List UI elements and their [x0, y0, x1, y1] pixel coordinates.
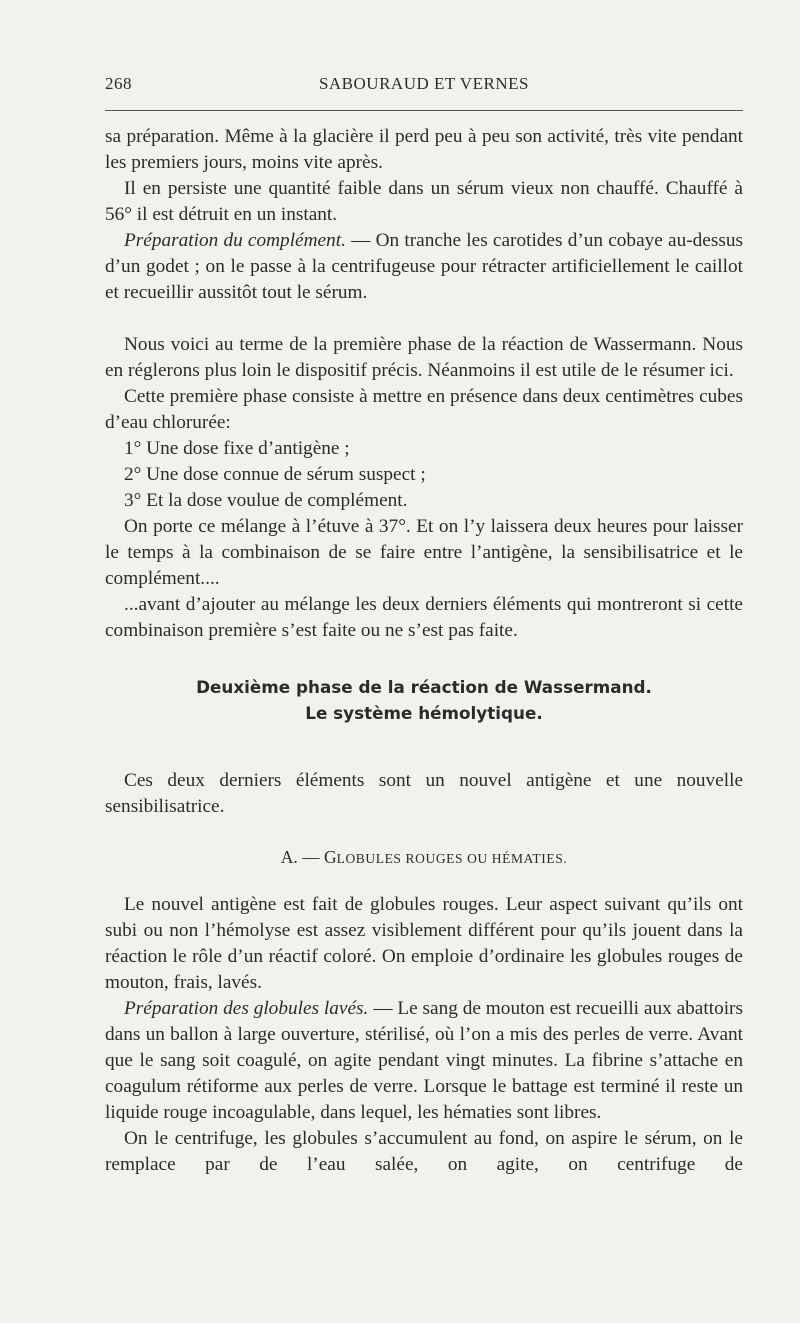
paragraph: Cette première phase consiste à mettre en présence dans deux centimètres cubes d’eau chlorurée:	[105, 386, 743, 433]
list-item: 2° Une dose connue de sérum suspect ;	[124, 464, 426, 485]
subsection-initial: G	[323, 847, 337, 867]
paragraph	[105, 996, 743, 1126]
page-number: 268	[105, 74, 132, 93]
subsection-rest: LOBULES ROUGES OU HÉMATIES.	[336, 851, 568, 866]
paragraph: ...avant d’ajouter au mélange les deux derniers éléments qui montreront si cette combinaison première s’est faite ou ne s’est pas faite.	[105, 594, 743, 641]
page-body	[105, 124, 743, 1178]
subsection-title	[105, 844, 743, 872]
header-rule	[105, 110, 743, 111]
paragraph-heading: Préparation des globules lavés.	[124, 998, 369, 1019]
paragraph-text: — Le sang de mouton est recueilli aux abattoirs dans un ballon à large ouverture, stérilisé, où l’on a mis des perles de verre. Avant que le sang soit coagulé, on agite pendant vingt minutes. La fibrine s’attache en coagulum rétiforme aux perles de verre. Lorsque le battage est terminé il reste un liquide rouge incoagulable, dans lequel, les hématies sont libres.	[105, 998, 743, 1123]
paragraph: Il en persiste une quantité faible dans un sérum vieux non chauffé. Chauffé à 56° il est détruit en un instant.	[105, 178, 743, 225]
list-item: 3° Et la dose voulue de complément.	[124, 490, 408, 511]
section-title: Deuxième phase de la réaction de Wassermand.	[196, 677, 652, 697]
paragraph: sa préparation. Même à la glacière il perd peu à peu son activité, très vite pendant les premiers jours, moins vite après.	[105, 126, 743, 173]
subsection-prefix: A. —	[280, 847, 324, 867]
running-title: SABOURAUD ET VERNES	[318, 74, 530, 93]
page-header	[105, 74, 743, 100]
paragraph: On le centrifuge, les globules s’accumulent au fond, on aspire le sérum, on le remplace par de l’eau salée, on agite, on centrifuge de	[105, 1128, 743, 1175]
list-item: 1° Une dose fixe d’antigène ;	[124, 438, 350, 459]
paragraph: On porte ce mélange à l’étuve à 37°. Et on l’y laissera deux heures pour laisser le temps à la combinaison de se faire entre l’antigène, la sensibilisatrice et le complément....	[105, 516, 743, 589]
paragraph	[105, 228, 743, 306]
paragraph: Ces deux derniers éléments sont un nouvel antigène et une nouvelle sensibilisatrice.	[105, 770, 743, 817]
paragraph-text: — On tranche les carotides d’un cobaye au-dessus d’un godet ; on le passe à la centrifugeuse pour rétracter artificiellement le caillot et recueillir aussitôt tout le sérum.	[105, 230, 743, 303]
section-subtitle: Le système hémolytique.	[305, 703, 543, 723]
paragraph: Le nouvel antigène est fait de globules rouges. Leur aspect suivant qu’ils ont subi ou non l’hémolyse est assez visiblement différent pour qu’ils jouent dans la réaction le rôle d’un réactif coloré. On emploie d’ordinaire les globules rouges de mouton, frais, lavés.	[105, 894, 743, 993]
paragraph: Nous voici au terme de la première phase de la réaction de Wassermann. Nous en réglerons plus loin le dispositif précis. Néanmoins il est utile de le résumer ici.	[105, 334, 743, 381]
paragraph-heading: Préparation du complément.	[124, 230, 346, 251]
